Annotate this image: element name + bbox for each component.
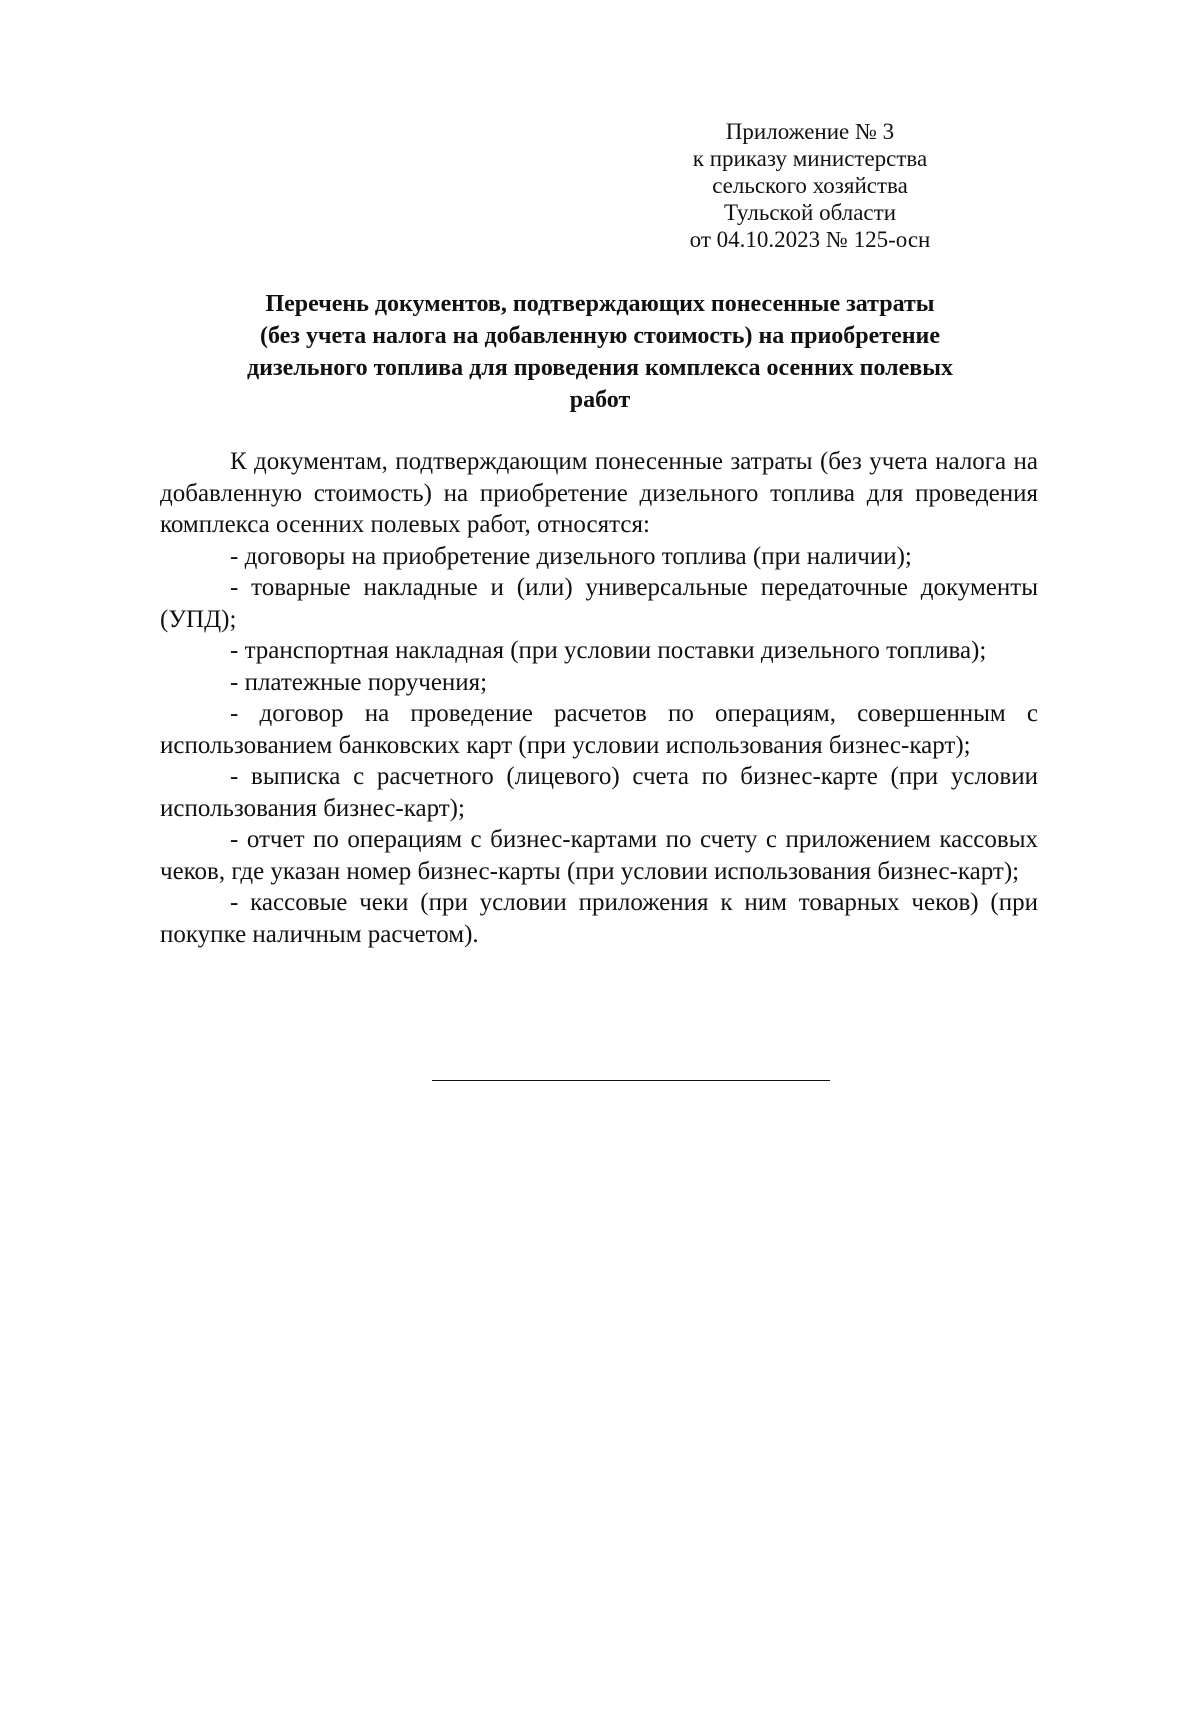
list-item-card-operations-report: - отчет по операциям с бизнес-картами по счету с приложением кассовых чеков, где указан номер бизнес-карты (при условии использования бизнес-карт); (160, 826, 1038, 885)
appendix-order-date: от 04.10.2023 № 125-осн (689, 227, 931, 252)
document-body (160, 446, 1038, 950)
list-item-payment-orders: - платежные поручения; (230, 668, 488, 696)
intro-paragraph: К документам, подтверждающим понесенные затраты (без учета налога на добавленную стоимость) на приобретение дизельного топлива для проведения комплекса осенних полевых работ, относятся: (160, 448, 1038, 538)
closing-divider (432, 1080, 830, 1081)
appendix-header (660, 118, 960, 253)
list-item-cash-receipts: - кассовые чеки (при условии приложения к ним товарных чеков) (при покупке наличным расчетом). (160, 889, 1038, 948)
list-item-account-statement: - выписка с расчетного (лицевого) счета по бизнес-карте (при условии использования бизнес-карт); (160, 763, 1038, 822)
appendix-ministry: сельского хозяйства (712, 173, 908, 198)
document-title (160, 288, 1040, 416)
title-line: работ (569, 387, 631, 413)
title-line: дизельного топлива для проведения комплекса осенних полевых (247, 355, 953, 381)
list-item-waybills-upd: - товарные накладные и (или) универсальные передаточные документы (УПД); (160, 574, 1038, 633)
appendix-order-ref: к приказу министерства (692, 146, 928, 171)
list-item-transport-waybill: - транспортная накладная (при условии поставки дизельного топлива); (230, 637, 987, 664)
title-line: (без учета налога на добавленную стоимость) на приобретение (259, 323, 941, 349)
appendix-region: Тульской области (723, 200, 897, 225)
list-item-contracts: - договоры на приобретение дизельного топлива (при наличии); (230, 542, 912, 570)
title-line: Перечень документов, подтверждающих понесенные затраты (265, 291, 935, 317)
list-item-card-settlement-contract: - договор на проведение расчетов по операциям, совершенным с использованием банковских карт (при условии использования бизнес-карт); (160, 700, 1038, 759)
appendix-number: Приложение № 3 (725, 119, 895, 144)
